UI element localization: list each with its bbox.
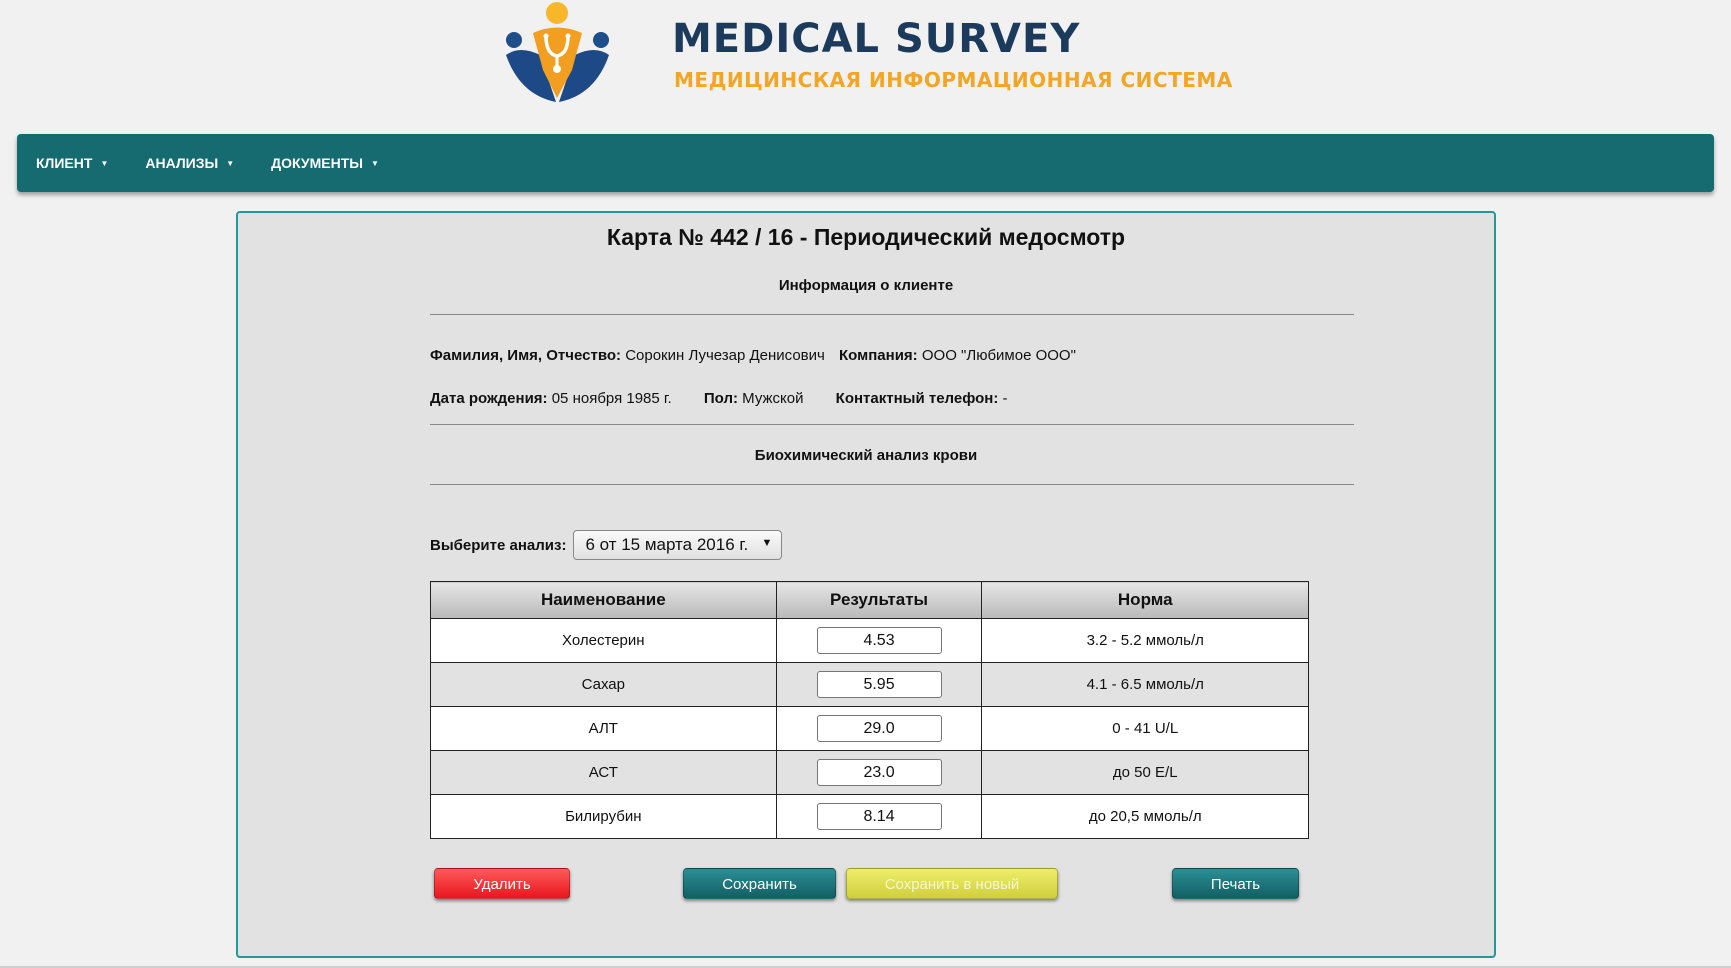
norm-value: 0 - 41 U/L <box>982 707 1309 751</box>
phone-value: - <box>1002 390 1008 407</box>
main-navbar <box>17 134 1714 192</box>
caret-down-icon: ▼ <box>226 158 235 168</box>
nav-item-client[interactable] <box>36 155 108 171</box>
client-section-title: Информация о клиенте <box>778 277 954 294</box>
company-value: ООО "Любимое ООО" <box>921 347 1076 364</box>
table-row <box>431 751 1309 795</box>
analysis-section-title: Биохимический анализ крови <box>754 447 978 464</box>
brand-subtitle: МЕДИЦИНСКАЯ ИНФОРМАЦИОННАЯ СИСТЕМА <box>674 68 1233 92</box>
table-row <box>431 663 1309 707</box>
phone-field <box>836 390 1008 407</box>
company-label: Компания: <box>839 347 918 364</box>
dropdown-arrow-icon: ▼ <box>761 537 773 549</box>
header <box>0 0 1731 118</box>
result-cell <box>776 619 982 663</box>
page-title: Карта № 442 / 16 - Периодический медосмотр <box>606 224 1126 250</box>
norm-value: до 20,5 ммоль/л <box>982 795 1309 839</box>
save-button[interactable]: Сохранить <box>683 868 836 899</box>
test-name: АЛТ <box>431 707 777 751</box>
company-field <box>839 347 1076 364</box>
result-cell <box>776 751 982 795</box>
client-info-row-2 <box>430 390 1008 407</box>
sex-label: Пол: <box>703 390 738 407</box>
fio-field <box>430 347 825 364</box>
column-header-name: Наименование <box>431 582 777 619</box>
nav-item-analyses[interactable] <box>145 155 234 171</box>
result-cell <box>776 663 982 707</box>
test-name: АСТ <box>431 751 777 795</box>
column-header-norm: Норма <box>982 582 1309 619</box>
save-as-new-button[interactable]: Сохранить в новый <box>846 868 1058 899</box>
phone-label: Контактный телефон: <box>835 390 999 407</box>
norm-value: 3.2 - 5.2 ммоль/л <box>982 619 1309 663</box>
table-row <box>431 707 1309 751</box>
brand-title: MEDICAL SURVEY <box>672 16 1081 62</box>
birth-field <box>430 390 672 407</box>
nav-item-label: ДОКУМЕНТЫ <box>271 155 363 171</box>
results-table <box>430 581 1309 839</box>
sex-field <box>704 390 804 407</box>
analysis-select[interactable] <box>573 530 782 560</box>
nav-item-label: КЛИЕНТ <box>36 155 93 171</box>
norm-value: 4.1 - 6.5 ммоль/л <box>982 663 1309 707</box>
analysis-select-value: 6 от 15 марта 2016 г. <box>585 535 749 554</box>
result-cell <box>776 707 982 751</box>
divider <box>430 314 1354 315</box>
analysis-select-label: Выберите анализ: <box>430 536 567 554</box>
caret-down-icon: ▼ <box>371 158 379 168</box>
result-cell <box>776 795 982 839</box>
caret-down-icon: ▼ <box>100 158 109 168</box>
medical-survey-logo <box>500 0 615 104</box>
nav-item-label: АНАЛИЗЫ <box>145 155 219 171</box>
result-input-alt[interactable] <box>817 715 942 742</box>
column-header-results: Результаты <box>776 582 982 619</box>
table-row <box>431 619 1309 663</box>
fio-label: Фамилия, Имя, Отчество: <box>430 347 622 364</box>
sex-value: Мужской <box>742 390 804 407</box>
nav-item-documents[interactable] <box>271 155 379 171</box>
norm-value: до 50 E/L <box>982 751 1309 795</box>
print-button[interactable]: Печать <box>1172 868 1299 899</box>
table-header-row <box>431 582 1309 619</box>
card-panel <box>236 211 1496 958</box>
fio-value: Сорокин Лучезар Денисович <box>625 347 825 364</box>
analysis-select-row <box>430 530 782 560</box>
client-info-row-1 <box>430 347 1076 364</box>
test-name: Сахар <box>431 663 777 707</box>
test-name: Билирубин <box>431 795 777 839</box>
test-name: Холестерин <box>431 619 777 663</box>
result-input-ast[interactable] <box>817 759 942 786</box>
result-input-cholesterol[interactable] <box>817 627 942 654</box>
table-row <box>431 795 1309 839</box>
divider <box>430 484 1354 485</box>
delete-button[interactable]: Удалить <box>434 868 570 899</box>
birth-value: 05 ноября 1985 г. <box>551 390 672 407</box>
divider <box>430 424 1354 425</box>
result-input-bilirubin[interactable] <box>817 803 942 830</box>
birth-label: Дата рождения: <box>430 390 548 407</box>
result-input-sugar[interactable] <box>817 671 942 698</box>
